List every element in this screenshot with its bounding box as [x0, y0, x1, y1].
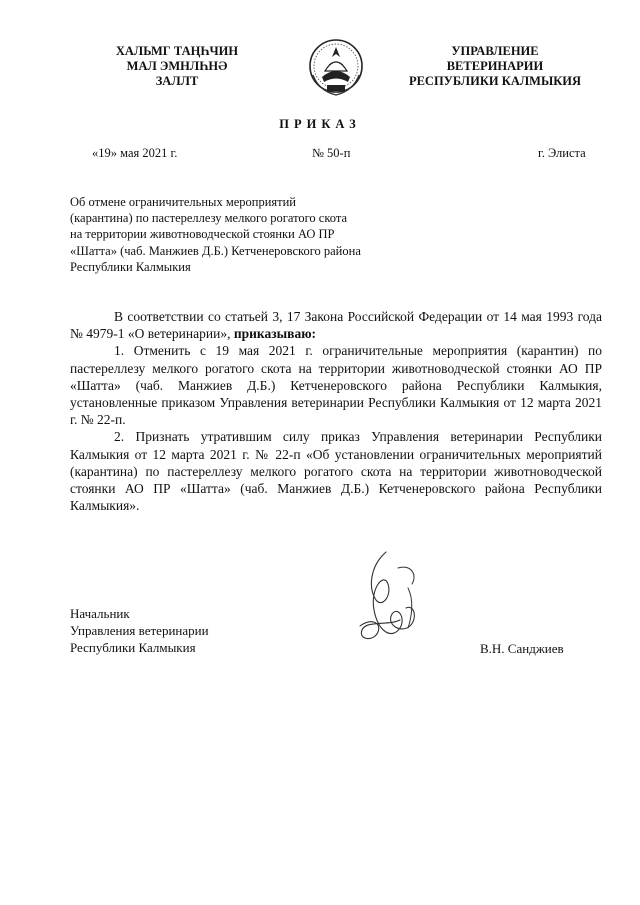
body-item-1: 1. Отменить с 19 мая 2021 г. ограничительные мероприятия (карантин) по пастереллезу мелкого рогатого скота на территории животноводческой стоянки АО ПР «Шатта» (чаб. Манжиев Д.Б.) Кетченеровского района Республики Калмыкия, установленные приказом Управления ветеринарии Республики Калмыкия от 12 марта 2021 г. № 22-п. [70, 343, 602, 428]
subject-line: на территории животноводческой стоянки АО ПР [70, 227, 335, 242]
intro-order-word: приказываю: [233, 326, 317, 342]
intro-text: В соответствии со статьей 3, 17 Закона Российской Федерации от 14 мая 1993 года № 4979-1 «О ветеринарии», [70, 309, 602, 342]
document-title: ПРИКАЗ [279, 117, 361, 131]
header-right-line-1: УПРАВЛЕНИЕ [451, 44, 539, 58]
subject-line: Об отмене ограничительных мероприятий [70, 195, 297, 209]
document-city: г. Элиста [538, 146, 586, 160]
position-line: Республики Калмыкия [70, 640, 196, 655]
header-right-russian [400, 44, 590, 89]
document-date: «19» мая 2021 г. [92, 146, 178, 160]
body-intro [70, 308, 602, 342]
handwritten-signature [348, 548, 438, 648]
subject-line: (карантина) по пастереллезу мелкого рогатого скота [70, 211, 348, 226]
body-item-2: 2. Признать утратившим силу приказ Управления ветеринарии Республики Калмыкия от 12 марта 2021 г. № 22-п «Об установлении ограничительных мероприятий (карантина) по пастереллезу мелкого рогатого скота на территории животноводческой стоянки АО ПР «Шатта» (чаб. Манжиев Д.Б.) Кетченеровского района Республики Калмыкия». [70, 429, 602, 514]
header-right-line-3: РЕСПУБЛИКИ КАЛМЫКИЯ [408, 74, 582, 88]
document-subject [70, 194, 430, 275]
kalmykia-emblem-icon [307, 35, 365, 99]
header-left-line-1: ХАЛЬМГ ТАҢҺЧИН [115, 44, 239, 58]
document-number: № 50-п [312, 146, 351, 160]
position-line: Управления ветеринарии [70, 623, 209, 638]
header-left-kalmyk [92, 44, 262, 89]
subject-line: Республики Калмыкия [70, 259, 191, 274]
document-body [70, 308, 602, 514]
position-line: Начальник [70, 606, 130, 621]
header-right-line-2: ВЕТЕРИНАРИИ [446, 59, 544, 73]
header-left-line-2: МАЛ ЭМНЛҺНӘ [126, 59, 228, 73]
subject-line: «Шатта» (чаб. Манжиев Д.Б.) Кетченеровского района [70, 243, 361, 258]
signatory-position [70, 605, 209, 656]
signatory-name: В.Н. Санджиев [480, 641, 564, 656]
header-left-line-3: ЗАЛЛТ [155, 74, 199, 88]
